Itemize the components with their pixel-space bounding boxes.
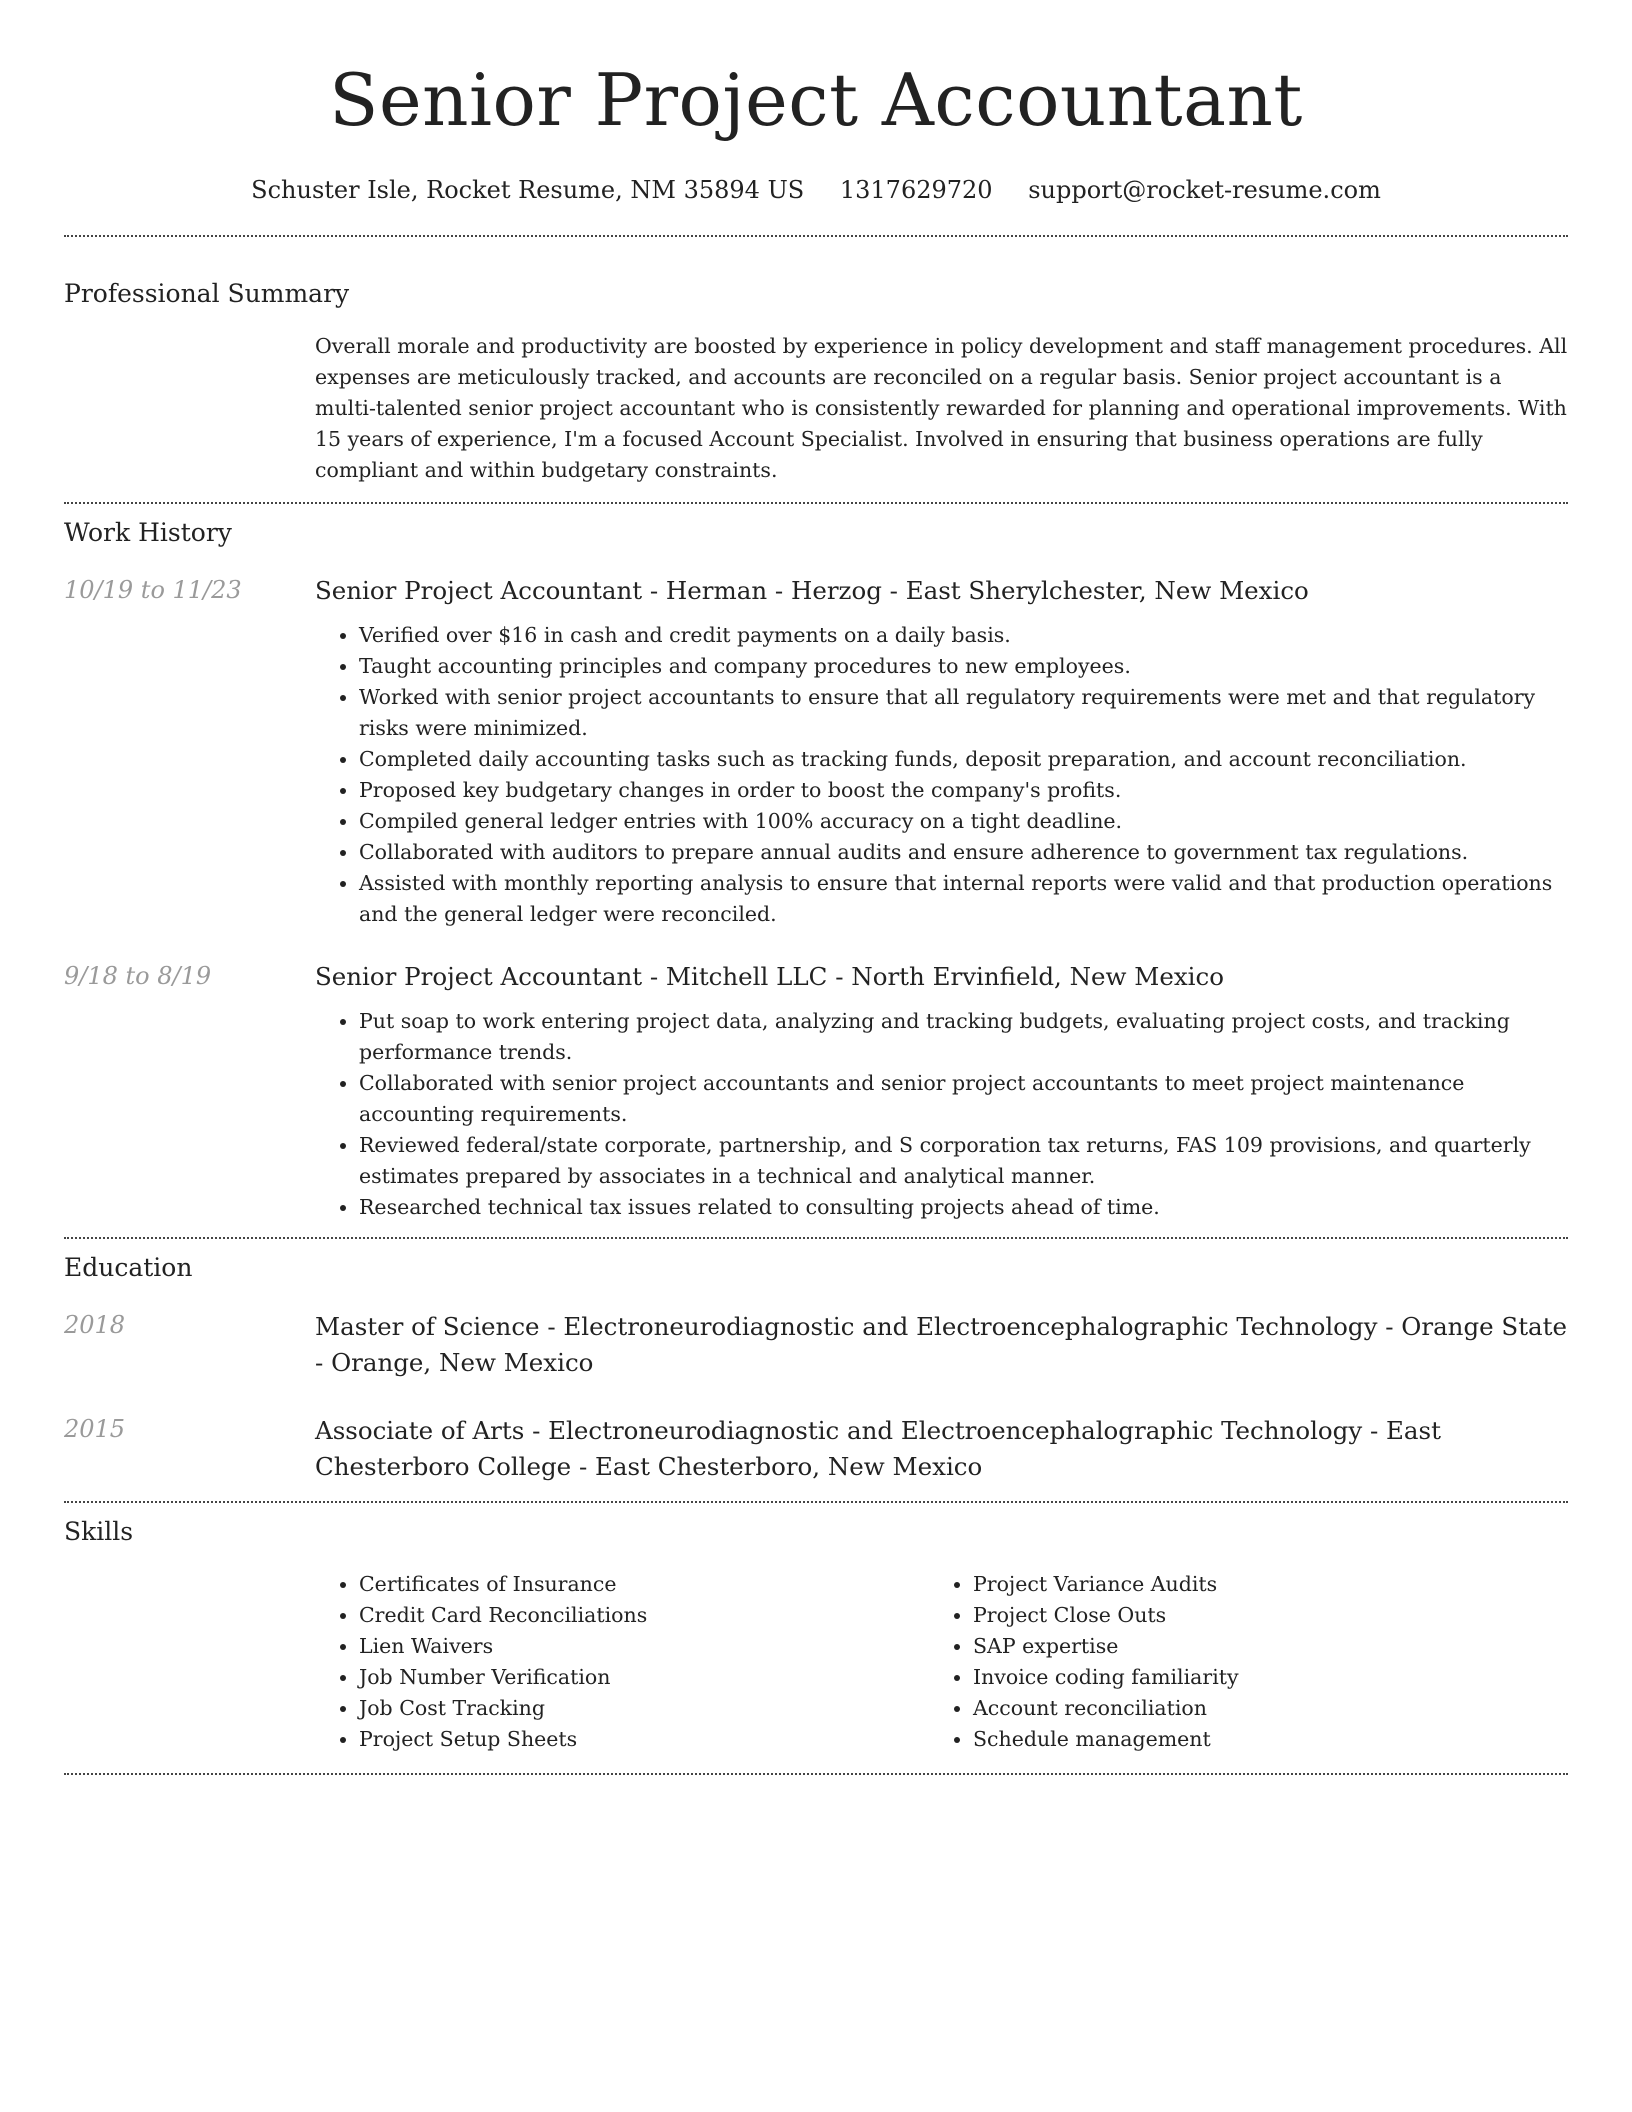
job-bullet: • Collaborated with senior project accountants and senior project accountants to meet project maintenance accounting requirements. bbox=[359, 1068, 1568, 1130]
summary-text: Overall morale and productivity are boosted by experience in policy development and staff management procedures. All expenses are meticulously tracked, and accounts are reconciled on a regular basis. Senior project accountant is a multi-talented senior project accountant who is consistently rewarded for planning and operational improvements. With 15 years of experience, I'm a focused Account Specialist. Involved in ensuring that business operations are fully compliant and within budgetary constraints. bbox=[315, 334, 1568, 482]
skill-item: • Schedule management bbox=[973, 1724, 1543, 1755]
job-bullet: • Reviewed federal/state corporate, partnership, and S corporation tax returns, FAS 109 provisions, and quarterly estimates prepared by associates in a technical and analytical manner. bbox=[359, 1130, 1568, 1192]
education-text: Master of Science - Electroneurodiagnostic and Electroencephalographic Technology - Orange State - Orange, New Mexico bbox=[315, 1312, 1568, 1377]
divider bbox=[64, 1501, 1568, 1503]
job-bullet: • Researched technical tax issues related to consulting projects ahead of time. bbox=[359, 1192, 1568, 1223]
job-bullet: • Assisted with monthly reporting analysis to ensure that internal reports were valid and that production operations and the general ledger were reconciled. bbox=[359, 868, 1568, 930]
skill-item: • Job Cost Tracking bbox=[359, 1693, 929, 1724]
job-bullet: • Proposed key budgetary changes in order to boost the company's profits. bbox=[359, 775, 1568, 806]
job-bullet: • Collaborated with auditors to prepare annual audits and ensure adherence to government tax regulations. bbox=[359, 837, 1568, 868]
work-section-title: Work History bbox=[64, 518, 232, 547]
resume-name: Senior Project Accountant bbox=[329, 58, 1303, 142]
job-heading: Senior Project Accountant - Herman - Herzog - East Sherylchester, New Mexico bbox=[315, 576, 1309, 605]
skills-list-left bbox=[315, 1569, 929, 1755]
skill-item: • Job Number Verification bbox=[359, 1662, 929, 1693]
contact-address: Schuster Isle, Rocket Resume, NM 35894 US bbox=[251, 176, 805, 204]
skill-item: • Project Setup Sheets bbox=[359, 1724, 929, 1755]
divider bbox=[64, 235, 1568, 237]
job-bullet: • Completed daily accounting tasks such as tracking funds, deposit preparation, and account reconciliation. bbox=[359, 744, 1568, 775]
education-year: 2015 bbox=[64, 1415, 126, 1443]
skill-item: • Lien Waivers bbox=[359, 1631, 929, 1662]
resume-page bbox=[64, 0, 1568, 1775]
job-dates: 10/19 to 11/23 bbox=[64, 576, 242, 604]
contact-line bbox=[64, 174, 1568, 206]
contact-phone: 1317629720 bbox=[839, 176, 993, 204]
skill-item: • Project Close Outs bbox=[973, 1600, 1543, 1631]
skills-columns bbox=[315, 1569, 1568, 1755]
divider bbox=[64, 1773, 1568, 1775]
education-entry bbox=[64, 1309, 1568, 1381]
summary-row bbox=[64, 331, 1568, 486]
job-entry bbox=[64, 574, 1568, 930]
contact-email: support@rocket-resume.com bbox=[1028, 176, 1381, 204]
divider bbox=[64, 502, 1568, 504]
job-bullet: • Put soap to work entering project data, analyzing and tracking budgets, evaluating project costs, and tracking performance trends. bbox=[359, 1006, 1568, 1068]
skill-item: • Account reconciliation bbox=[973, 1693, 1543, 1724]
skills-list-right bbox=[929, 1569, 1543, 1755]
job-bullet: • Worked with senior project accountants to ensure that all regulatory requirements were met and that regulatory risks were minimized. bbox=[359, 682, 1568, 744]
education-text: Associate of Arts - Electroneurodiagnostic and Electroencephalographic Technology - East Chesterboro College - East Chesterboro, New Mexico bbox=[315, 1416, 1441, 1481]
job-heading: Senior Project Accountant - Mitchell LLC - North Ervinfield, New Mexico bbox=[315, 962, 1224, 991]
skills-row bbox=[64, 1569, 1568, 1755]
education-section-title: Education bbox=[64, 1253, 193, 1282]
job-bullet: • Taught accounting principles and company procedures to new employees. bbox=[359, 651, 1568, 682]
skill-item: • Project Variance Audits bbox=[973, 1569, 1543, 1600]
divider bbox=[64, 1237, 1568, 1239]
skill-item: • Certificates of Insurance bbox=[359, 1569, 929, 1600]
job-entry bbox=[64, 960, 1568, 1223]
education-year: 2018 bbox=[64, 1311, 126, 1339]
skill-item: • SAP expertise bbox=[973, 1631, 1543, 1662]
skills-section-title: Skills bbox=[64, 1517, 134, 1546]
job-bullets bbox=[315, 1006, 1568, 1223]
skill-item: • Credit Card Reconciliations bbox=[359, 1600, 929, 1631]
summary-section-title: Professional Summary bbox=[64, 279, 350, 308]
job-dates: 9/18 to 8/19 bbox=[64, 962, 212, 990]
job-bullet: • Compiled general ledger entries with 100% accuracy on a tight deadline. bbox=[359, 806, 1568, 837]
education-entry bbox=[64, 1413, 1568, 1485]
skill-item: • Invoice coding familiarity bbox=[973, 1662, 1543, 1693]
job-bullet: • Verified over $16 in cash and credit payments on a daily basis. bbox=[359, 620, 1568, 651]
job-bullets bbox=[315, 620, 1568, 930]
